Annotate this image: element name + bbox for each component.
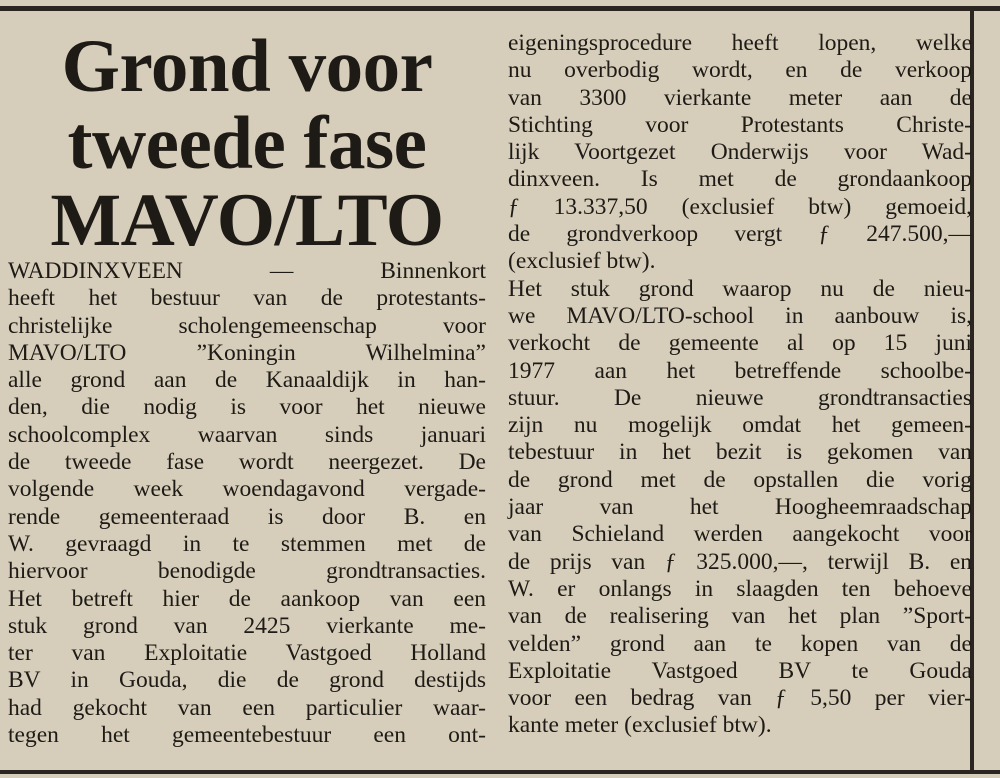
left-column (8, 258, 486, 749)
text-line: Het betreft hier de aankoop van een (8, 585, 486, 612)
text-line: had gekocht van een particulier waar- (8, 694, 486, 721)
text-line: heeft het bestuur van de protestants- (8, 285, 486, 312)
text-line: alle grond aan de Kanaaldijk in han- (8, 367, 486, 394)
text-line: verkocht de gemeente al op 15 juni (508, 330, 972, 357)
text-line: tegen het gemeentebestuur een ont- (8, 722, 486, 749)
text-line: christelijke scholengemeenschap voor (8, 312, 486, 339)
text-line: van 3300 vierkante meter aan de (508, 84, 972, 111)
article-headline (12, 25, 482, 262)
text-line: ter van Exploitatie Vastgoed Holland (8, 640, 486, 667)
text-line: Het stuk grond waarop nu de nieu- (508, 275, 972, 302)
text-line: schoolcomplex waarvan sinds januari (8, 421, 486, 448)
text-line: dinxveen. Is met de grondaankoop (508, 166, 972, 193)
text-line: den, die nodig is voor het nieuwe (8, 394, 486, 421)
text-line: BV in Gouda, die de grond destijds (8, 667, 486, 694)
text-line: W. gevraagd in te stemmen met de (8, 530, 486, 557)
headline-line: tweede fase (67, 102, 427, 185)
text-line: de grondverkoop vergt ƒ 247.500,— (508, 221, 972, 248)
text-line: ƒ 13.337,50 (exclusief btw) gemoeid, (508, 193, 972, 220)
text-line: WADDINXVEEN — Binnenkort (8, 258, 486, 284)
text-line: de grond met de opstallen die vorig (508, 466, 972, 493)
text-line: nu overbodig wordt, en de verkoop (508, 57, 972, 84)
text-line: velden” grond aan te kopen van de (508, 630, 972, 657)
text-line: de prijs van ƒ 325.000,—, terwijl B. en (508, 548, 972, 575)
right-column (508, 30, 972, 740)
text-line: de tweede fase wordt neergezet. De (8, 449, 486, 476)
text-line: we MAVO/LTO-school in aanbouw is, (508, 302, 972, 329)
headline-line: Grond voor (61, 25, 433, 108)
text-line: lijk Voortgezet Onderwijs voor Wad- (508, 139, 972, 166)
text-line: W. er onlangs in slaagden ten behoeve (508, 575, 972, 602)
text-line: stuk grond van 2425 vierkante me- (8, 612, 486, 639)
text-line: van de realisering van het plan ”Sport- (508, 603, 972, 630)
text-line: stuur. De nieuwe grondtransacties (508, 384, 972, 411)
top-rule (0, 6, 1000, 11)
text-line: hiervoor benodigde grondtransacties. (8, 558, 486, 585)
headline-line: MAVO/LTO (50, 179, 444, 262)
text-line: eigeningsprocedure heeft lopen, welke (508, 30, 972, 56)
text-line: Stichting voor Protestants Christe- (508, 111, 972, 138)
text-line: voor een bedrag van ƒ 5,50 per vier- (508, 685, 972, 712)
text-line: MAVO/LTO ”Koningin Wilhelmina” (8, 339, 486, 366)
text-line: tebestuur in het bezit is gekomen van (508, 439, 972, 466)
text-line: jaar van het Hoogheemraadschap (508, 494, 972, 521)
text-line: (exclusief btw). (508, 248, 656, 275)
text-line: zijn nu mogelijk omdat het gemeen- (508, 412, 972, 439)
text-line: 1977 aan het betreffende schoolbe- (508, 357, 972, 384)
text-line: rende gemeenteraad is door B. en (8, 503, 486, 530)
text-line: kante meter (exclusief btw). (508, 712, 772, 739)
text-line: Exploitatie Vastgoed BV te Gouda (508, 657, 972, 684)
text-line: volgende week woendagavond vergade- (8, 476, 486, 503)
bottom-rule (0, 770, 1000, 774)
text-line: van Schieland werden aangekocht voor (508, 521, 972, 548)
